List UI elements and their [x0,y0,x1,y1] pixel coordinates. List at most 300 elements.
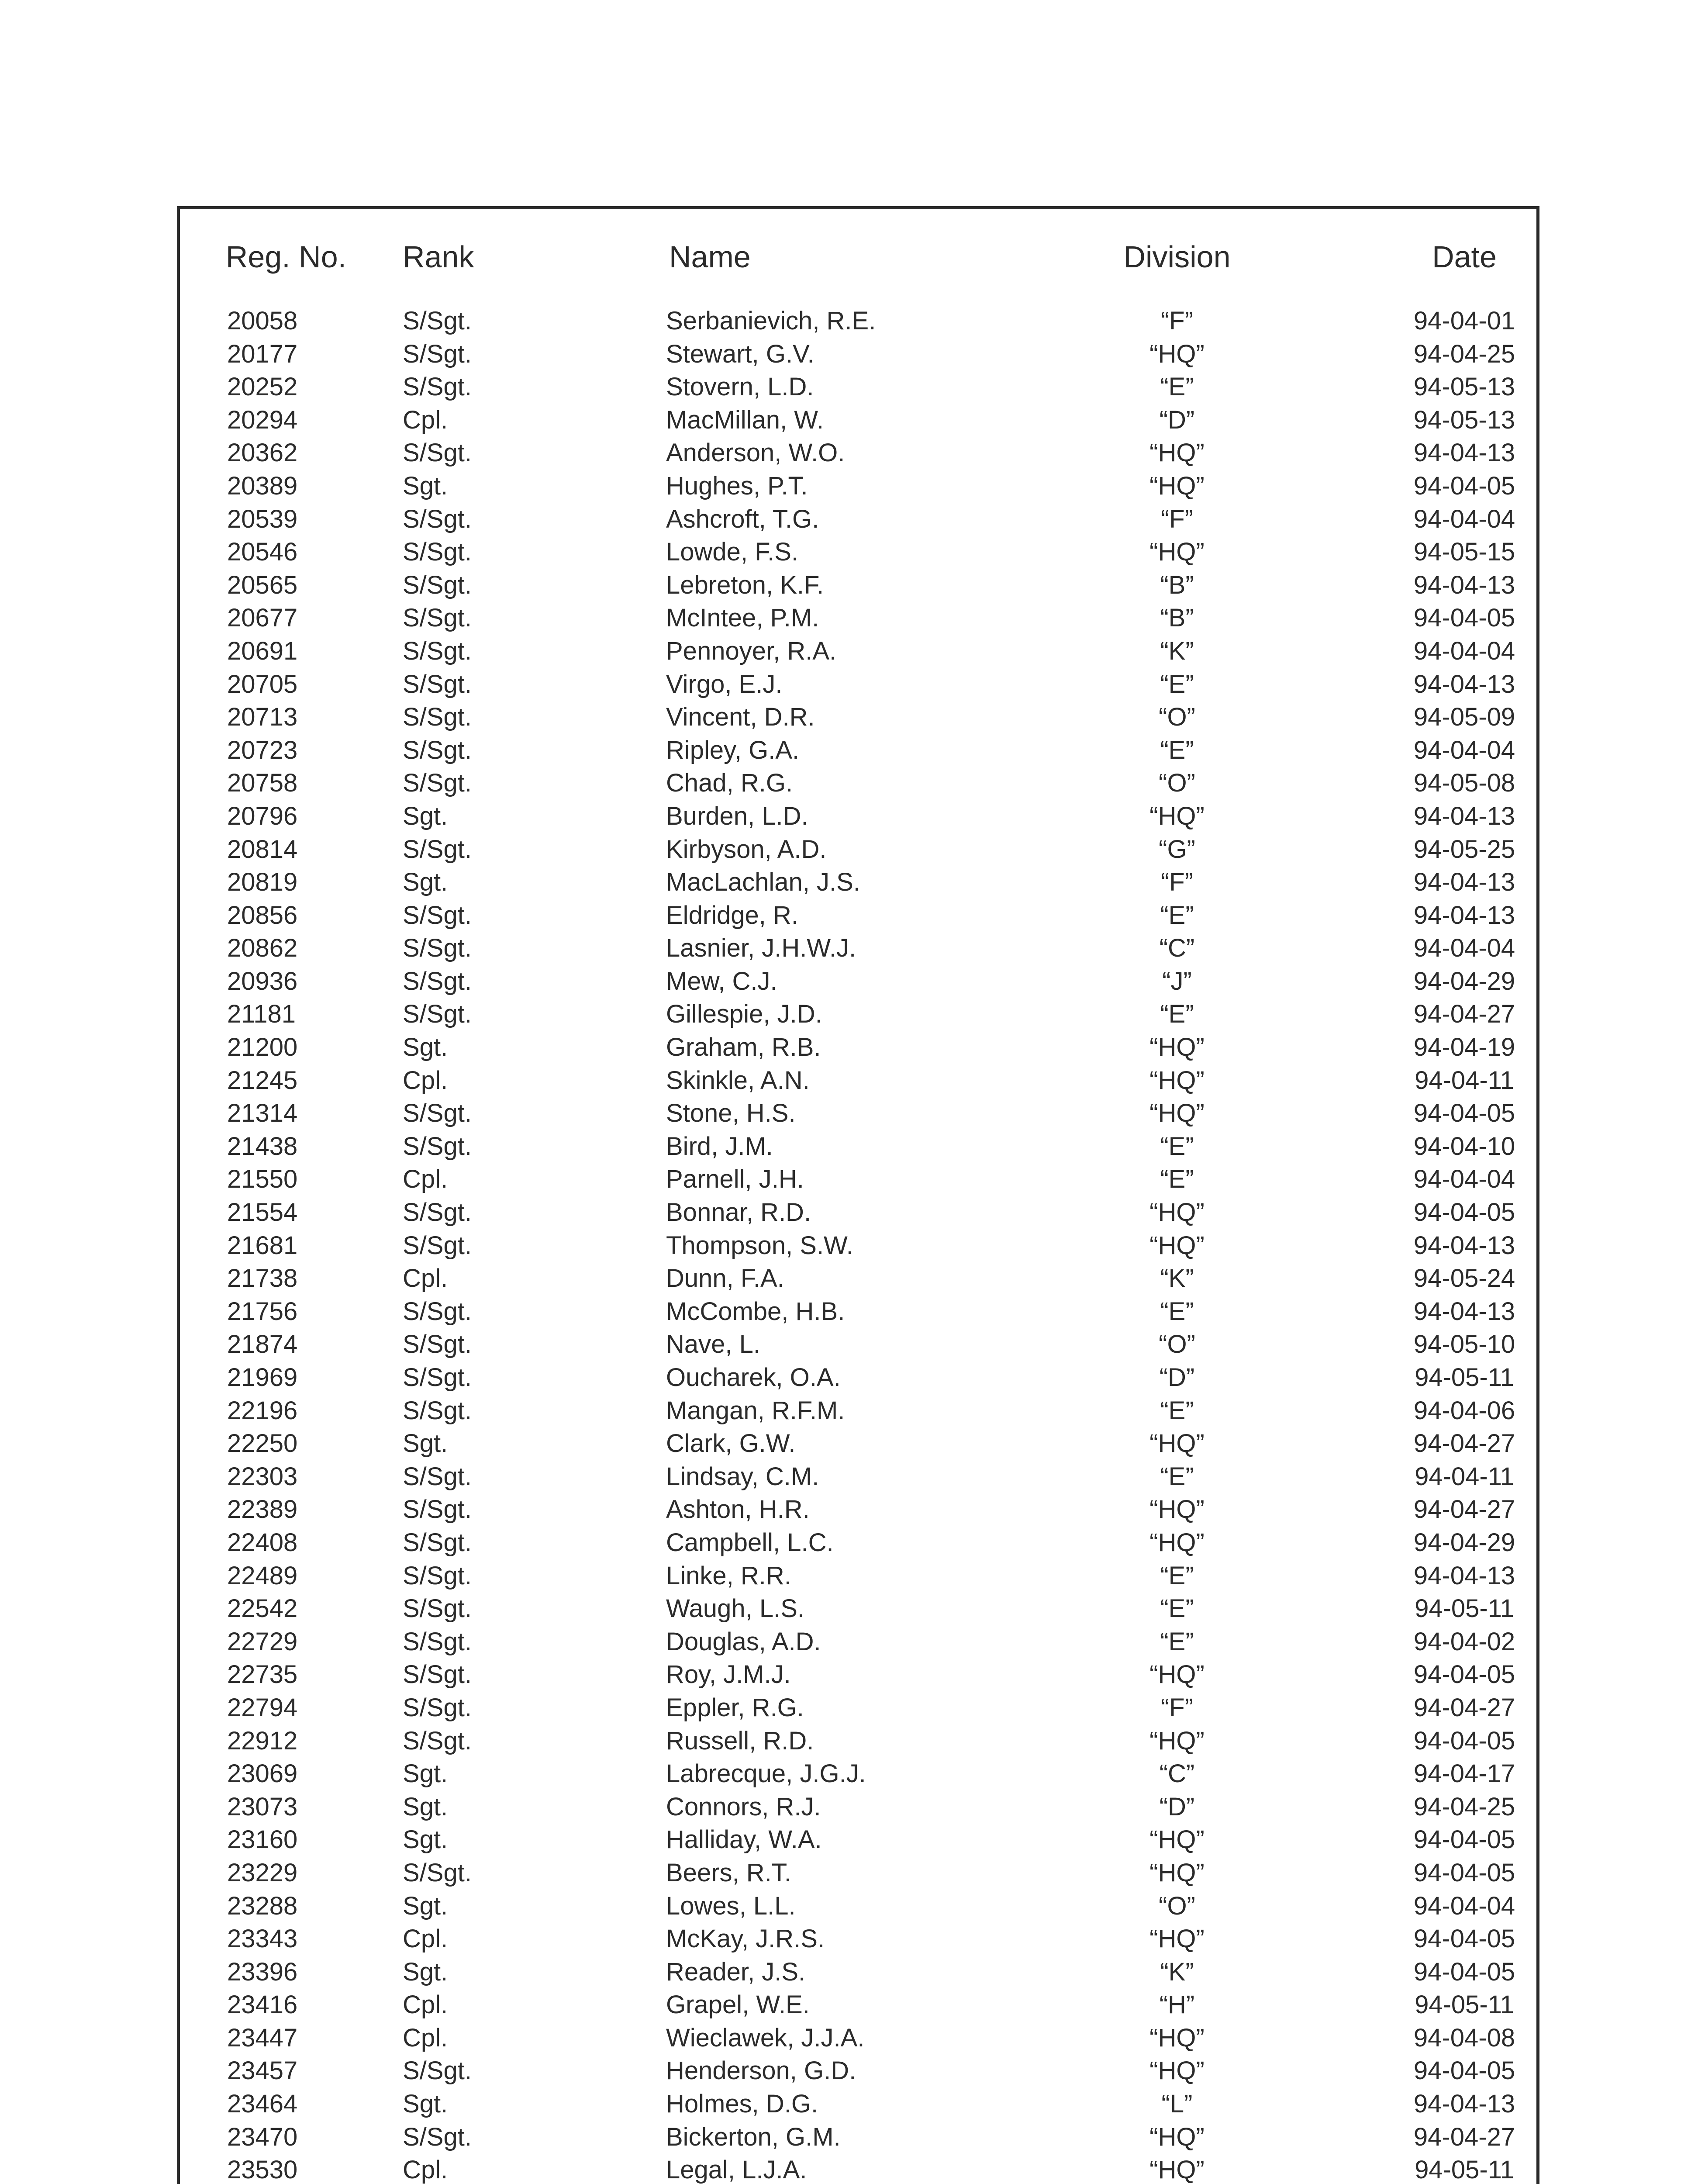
rank-cell: S/Sgt. [403,1495,472,1524]
division-cell: “K” [1160,1264,1194,1293]
table-row [0,1790,1705,1824]
reg-no-cell: 23447 [227,2023,298,2052]
table-row [0,1559,1705,1593]
table-row [0,1229,1705,1262]
reg-no-cell: 20546 [227,538,298,567]
name-cell: Connors, R.J. [666,1792,821,1821]
reg-no-cell: 20252 [227,373,298,401]
division-cell: “E” [1160,1165,1194,1194]
division-cell: “C” [1159,1759,1195,1788]
name-cell: Parnell, J.H. [666,1165,804,1194]
date-cell: 94-05-15 [1413,538,1515,567]
table-row [0,1130,1705,1163]
division-cell: “HQ” [1149,538,1205,567]
table-row [0,338,1705,371]
rank-cell: S/Sgt. [403,1396,472,1425]
division-cell: “O” [1159,1330,1195,1359]
rank-cell: S/Sgt. [403,604,472,632]
name-cell: Gillespie, J.D. [666,1000,822,1029]
division-cell: “E” [1160,901,1194,930]
division-cell: “HQ” [1149,1099,1205,1128]
rank-cell: S/Sgt. [403,934,472,963]
date-cell: 94-04-19 [1413,1033,1515,1062]
date-cell: 94-04-04 [1413,1165,1515,1194]
date-cell: 94-04-17 [1413,1759,1515,1788]
name-cell: Halliday, W.A. [666,1825,822,1854]
name-cell: McCombe, H.B. [666,1297,845,1326]
division-cell: “HQ” [1149,1495,1205,1524]
name-cell: Clark, G.W. [666,1429,796,1458]
table-row [0,1460,1705,1493]
date-cell: 94-05-10 [1413,1330,1515,1359]
name-cell: Anderson, W.O. [666,439,845,467]
name-cell: Bird, J.M. [666,1132,773,1161]
rank-cell: S/Sgt. [403,703,472,732]
rank-cell: S/Sgt. [403,1858,472,1887]
reg-no-cell: 23470 [227,2122,298,2151]
reg-no-cell: 21756 [227,1297,298,1326]
name-cell: Thompson, S.W. [666,1231,853,1260]
name-cell: Labrecque, J.G.J. [666,1759,866,1788]
date-cell: 94-04-04 [1413,736,1515,764]
table-row [0,1757,1705,1790]
rank-cell: S/Sgt. [403,1000,472,1029]
rank-cell: Sgt. [403,1891,448,1920]
table-row [0,1163,1705,1196]
table-row [0,800,1705,833]
division-cell: “HQ” [1149,802,1205,830]
reg-no-cell: 20177 [227,339,298,368]
date-cell: 94-04-13 [1413,1231,1515,1260]
division-cell: “F” [1160,868,1194,897]
table-row [0,1097,1705,1130]
rank-cell: S/Sgt. [403,670,472,698]
table-row [0,1691,1705,1724]
name-cell: Stone, H.S. [666,1099,796,1128]
rank-cell: S/Sgt. [403,339,472,368]
table-row [0,2087,1705,2121]
date-cell: 94-04-13 [1413,670,1515,698]
division-cell: “J” [1162,967,1192,995]
division-cell: “HQ” [1149,2023,1205,2052]
reg-no-cell: 23288 [227,1891,298,1920]
header-rank: Rank [403,240,474,274]
table-row [0,767,1705,800]
date-cell: 94-04-05 [1413,1957,1515,1986]
rank-cell: S/Sgt. [403,1693,472,1722]
date-cell: 94-04-13 [1413,2090,1515,2118]
reg-no-cell: 22542 [227,1594,298,1623]
reg-no-cell: 20723 [227,736,298,764]
name-cell: Virgo, E.J. [666,670,783,698]
date-cell: 94-04-27 [1413,1429,1515,1458]
table-row [0,1031,1705,1064]
name-cell: Legal, L.J.A. [666,2156,807,2184]
date-cell: 94-04-05 [1413,1660,1515,1689]
name-cell: Linke, R.R. [666,1561,791,1590]
table-row [0,503,1705,536]
rank-cell: Cpl. [403,1264,448,1293]
rank-cell: Sgt. [403,471,448,500]
table-row [0,668,1705,701]
division-cell: “HQ” [1149,2122,1205,2151]
reg-no-cell: 23069 [227,1759,298,1788]
table-row [0,404,1705,437]
table-row [0,965,1705,998]
division-cell: “HQ” [1149,339,1205,368]
name-cell: Lindsay, C.M. [666,1462,819,1491]
name-cell: Hughes, P.T. [666,471,808,500]
rank-cell: Cpl. [403,2156,448,2184]
table-row [0,1427,1705,1460]
name-cell: Lasnier, J.H.W.J. [666,934,856,963]
date-cell: 94-04-27 [1413,2122,1515,2151]
division-cell: “HQ” [1149,1925,1205,1953]
reg-no-cell: 20677 [227,604,298,632]
table-row [0,1724,1705,1758]
name-cell: Serbanievich, R.E. [666,307,876,335]
table-row [0,536,1705,569]
date-cell: 94-04-04 [1413,934,1515,963]
reg-no-cell: 21200 [227,1033,298,1062]
reg-no-cell: 22489 [227,1561,298,1590]
rank-cell: S/Sgt. [403,538,472,567]
reg-no-cell: 22729 [227,1627,298,1656]
rank-cell: S/Sgt. [403,1231,472,1260]
name-cell: Ashton, H.R. [666,1495,810,1524]
division-cell: “D” [1159,1363,1195,1392]
table-row [0,1658,1705,1691]
name-cell: Grapel, W.E. [666,1990,810,2019]
date-cell: 94-04-04 [1413,1891,1515,1920]
date-cell: 94-05-11 [1415,1594,1514,1623]
date-cell: 94-04-25 [1413,1792,1515,1821]
table-row [0,1890,1705,1923]
rank-cell: Sgt. [403,1792,448,1821]
division-cell: “E” [1160,1561,1194,1590]
date-cell: 94-04-02 [1413,1627,1515,1656]
rank-cell: S/Sgt. [403,967,472,995]
name-cell: MacLachlan, J.S. [666,868,860,897]
reg-no-cell: 20565 [227,570,298,599]
rank-cell: S/Sgt. [403,901,472,930]
name-cell: McKay, J.R.S. [666,1925,825,1953]
table-row [0,470,1705,503]
date-cell: 94-04-05 [1413,1099,1515,1128]
date-cell: 94-04-08 [1413,2023,1515,2052]
division-cell: “F” [1160,505,1194,533]
division-cell: “O” [1159,769,1195,798]
reg-no-cell: 20796 [227,802,298,830]
name-cell: Douglas, A.D. [666,1627,821,1656]
date-cell: 94-05-11 [1415,2156,1514,2184]
rank-cell: S/Sgt. [403,570,472,599]
table-row [0,734,1705,767]
rank-cell: Sgt. [403,2090,448,2118]
reg-no-cell: 23464 [227,2090,298,2118]
division-cell: “F” [1160,1693,1194,1722]
table-row [0,998,1705,1031]
division-cell: “O” [1159,1891,1195,1920]
table-row [0,1328,1705,1361]
date-cell: 94-04-29 [1413,967,1515,995]
date-cell: 94-05-13 [1413,405,1515,434]
rank-cell: S/Sgt. [403,1330,472,1359]
date-cell: 94-04-05 [1413,2056,1515,2085]
division-cell: “E” [1160,1594,1194,1623]
division-cell: “HQ” [1149,1858,1205,1887]
reg-no-cell: 21738 [227,1264,298,1293]
name-cell: Reader, J.S. [666,1957,806,1986]
table-row [0,370,1705,404]
rank-cell: Sgt. [403,1825,448,1854]
name-cell: Ashcroft, T.G. [666,505,819,533]
rank-cell: Cpl. [403,1990,448,2019]
date-cell: 94-05-09 [1413,703,1515,732]
name-cell: Chad, R.G. [666,769,793,798]
division-cell: “K” [1160,636,1194,665]
name-cell: Bonnar, R.D. [666,1198,811,1227]
table-row [0,1823,1705,1856]
rank-cell: S/Sgt. [403,1726,472,1755]
division-cell: “HQ” [1149,1033,1205,1062]
date-cell: 94-04-13 [1413,901,1515,930]
rank-cell: S/Sgt. [403,1132,472,1161]
reg-no-cell: 20758 [227,769,298,798]
rank-cell: S/Sgt. [403,1099,472,1128]
table-row [0,2022,1705,2055]
reg-no-cell: 21314 [227,1099,298,1128]
reg-no-cell: 21554 [227,1198,298,1227]
division-cell: “HQ” [1149,1198,1205,1227]
table-row [0,1526,1705,1559]
name-cell: Waugh, L.S. [666,1594,805,1623]
table-row [0,833,1705,866]
reg-no-cell: 23160 [227,1825,298,1854]
date-cell: 94-04-05 [1413,1925,1515,1953]
date-cell: 94-04-11 [1415,1066,1514,1095]
date-cell: 94-05-13 [1413,373,1515,401]
date-cell: 94-04-13 [1413,802,1515,830]
division-cell: “HQ” [1149,2156,1205,2184]
division-cell: “HQ” [1149,1528,1205,1557]
rank-cell: Cpl. [403,405,448,434]
table-row [0,2153,1705,2184]
reg-no-cell: 20856 [227,901,298,930]
table-row [0,1493,1705,1526]
reg-no-cell: 22794 [227,1693,298,1722]
date-cell: 94-04-05 [1413,1198,1515,1227]
reg-no-cell: 20058 [227,307,298,335]
division-cell: “E” [1160,670,1194,698]
date-cell: 94-05-08 [1413,769,1515,798]
reg-no-cell: 22250 [227,1429,298,1458]
table-row [0,1922,1705,1956]
table-row [0,1064,1705,1097]
name-cell: Stovern, L.D. [666,373,814,401]
name-cell: Lebreton, K.F. [666,570,824,599]
table-row [0,2054,1705,2087]
division-cell: “L” [1161,2090,1193,2118]
reg-no-cell: 20294 [227,405,298,434]
rank-cell: S/Sgt. [403,1660,472,1689]
name-cell: Graham, R.B. [666,1033,821,1062]
table-row [0,932,1705,965]
rank-cell: S/Sgt. [403,1363,472,1392]
division-cell: “E” [1160,1000,1194,1029]
reg-no-cell: 20389 [227,471,298,500]
rank-cell: S/Sgt. [403,2122,472,2151]
division-cell: “HQ” [1149,1231,1205,1260]
name-cell: Eldridge, R. [666,901,799,930]
date-cell: 94-04-06 [1413,1396,1515,1425]
division-cell: “K” [1160,1957,1194,1986]
date-cell: 94-05-24 [1413,1264,1515,1293]
division-cell: “HQ” [1149,471,1205,500]
reg-no-cell: 23530 [227,2156,298,2184]
name-cell: Roy, J.M.J. [666,1660,791,1689]
reg-no-cell: 20936 [227,967,298,995]
reg-no-cell: 23416 [227,1990,298,2019]
rank-cell: S/Sgt. [403,1528,472,1557]
date-cell: 94-04-27 [1413,1693,1515,1722]
name-cell: Lowde, F.S. [666,538,799,567]
division-cell: “HQ” [1149,439,1205,467]
division-cell: “O” [1159,703,1195,732]
reg-no-cell: 20713 [227,703,298,732]
name-cell: Mangan, R.F.M. [666,1396,845,1425]
name-cell: Burden, L.D. [666,802,808,830]
rank-cell: S/Sgt. [403,835,472,864]
header-reg-no: Reg. No. [225,240,347,274]
rank-cell: Sgt. [403,1957,448,1986]
name-cell: Henderson, G.D. [666,2056,856,2085]
reg-no-cell: 22303 [227,1462,298,1491]
division-cell: “F” [1160,307,1194,335]
division-cell: “E” [1160,1627,1194,1656]
reg-no-cell: 21245 [227,1066,298,1095]
rank-cell: Sgt. [403,1033,448,1062]
reg-no-cell: 20814 [227,835,298,864]
name-cell: Vincent, D.R. [666,703,815,732]
name-cell: Pennoyer, R.A. [666,636,837,665]
date-cell: 94-04-13 [1413,439,1515,467]
name-cell: Mew, C.J. [666,967,777,995]
date-cell: 94-04-01 [1413,307,1515,335]
table-row [0,601,1705,635]
date-cell: 94-04-13 [1413,570,1515,599]
date-cell: 94-04-04 [1413,636,1515,665]
header-division: Division [1123,240,1231,274]
division-cell: “D” [1159,405,1195,434]
table-row [0,899,1705,932]
date-cell: 94-04-13 [1413,1297,1515,1326]
division-cell: “E” [1160,1297,1194,1326]
name-cell: Oucharek, O.A. [666,1363,841,1392]
reg-no-cell: 23229 [227,1858,298,1887]
rank-cell: S/Sgt. [403,636,472,665]
reg-no-cell: 20862 [227,934,298,963]
date-cell: 94-04-05 [1413,1858,1515,1887]
division-cell: “E” [1160,1132,1194,1161]
date-cell: 94-04-13 [1413,1561,1515,1590]
name-cell: Russell, R.D. [666,1726,814,1755]
table-row [0,569,1705,602]
roster-table-body [0,304,1705,2184]
name-cell: Holmes, D.G. [666,2090,818,2118]
rank-cell: Sgt. [403,868,448,897]
division-cell: “D” [1159,1792,1195,1821]
rank-cell: Sgt. [403,802,448,830]
rank-cell: S/Sgt. [403,1594,472,1623]
date-cell: 94-04-05 [1413,1825,1515,1854]
rank-cell: S/Sgt. [403,736,472,764]
rank-cell: Cpl. [403,1925,448,1953]
reg-no-cell: 23073 [227,1792,298,1821]
date-cell: 94-05-25 [1413,835,1515,864]
table-row [0,2121,1705,2154]
date-cell: 94-04-04 [1413,505,1515,533]
reg-no-cell: 22912 [227,1726,298,1755]
date-cell: 94-04-11 [1415,1462,1514,1491]
reg-no-cell: 21550 [227,1165,298,1194]
division-cell: “HQ” [1149,1066,1205,1095]
name-cell: Nave, L. [666,1330,760,1359]
table-row [0,1361,1705,1394]
table-row [0,866,1705,899]
date-cell: 94-04-29 [1413,1528,1515,1557]
rank-cell: S/Sgt. [403,1198,472,1227]
division-cell: “HQ” [1149,1825,1205,1854]
name-cell: Dunn, F.A. [666,1264,784,1293]
reg-no-cell: 21181 [227,1000,296,1029]
reg-no-cell: 20705 [227,670,298,698]
reg-no-cell: 21874 [227,1330,298,1359]
division-cell: “HQ” [1149,1429,1205,1458]
reg-no-cell: 23343 [227,1925,298,1953]
reg-no-cell: 22408 [227,1528,298,1557]
name-cell: Lowes, L.L. [666,1891,796,1920]
name-cell: Ripley, G.A. [666,736,800,764]
reg-no-cell: 22196 [227,1396,298,1425]
table-row [0,1625,1705,1659]
date-cell: 94-04-27 [1413,1000,1515,1029]
rank-cell: S/Sgt. [403,1297,472,1326]
division-cell: “E” [1160,1462,1194,1491]
name-cell: Campbell, L.C. [666,1528,834,1557]
name-cell: McIntee, P.M. [666,604,819,632]
rank-cell: S/Sgt. [403,1462,472,1491]
table-row [0,304,1705,338]
rank-cell: Sgt. [403,1429,448,1458]
division-cell: “E” [1160,373,1194,401]
name-cell: Stewart, G.V. [666,339,815,368]
rank-cell: S/Sgt. [403,769,472,798]
name-cell: Wieclawek, J.J.A. [666,2023,865,2052]
name-cell: MacMillan, W. [666,405,824,434]
division-cell: “HQ” [1149,2056,1205,2085]
date-cell: 94-04-25 [1413,339,1515,368]
date-cell: 94-05-11 [1415,1363,1514,1392]
division-cell: “HQ” [1149,1726,1205,1755]
rank-cell: S/Sgt. [403,307,472,335]
name-cell: Bickerton, G.M. [666,2122,841,2151]
reg-no-cell: 22735 [227,1660,298,1689]
rank-cell: S/Sgt. [403,439,472,467]
header-name: Name [669,240,751,274]
table-row [0,1262,1705,1295]
reg-no-cell: 21681 [227,1231,298,1260]
